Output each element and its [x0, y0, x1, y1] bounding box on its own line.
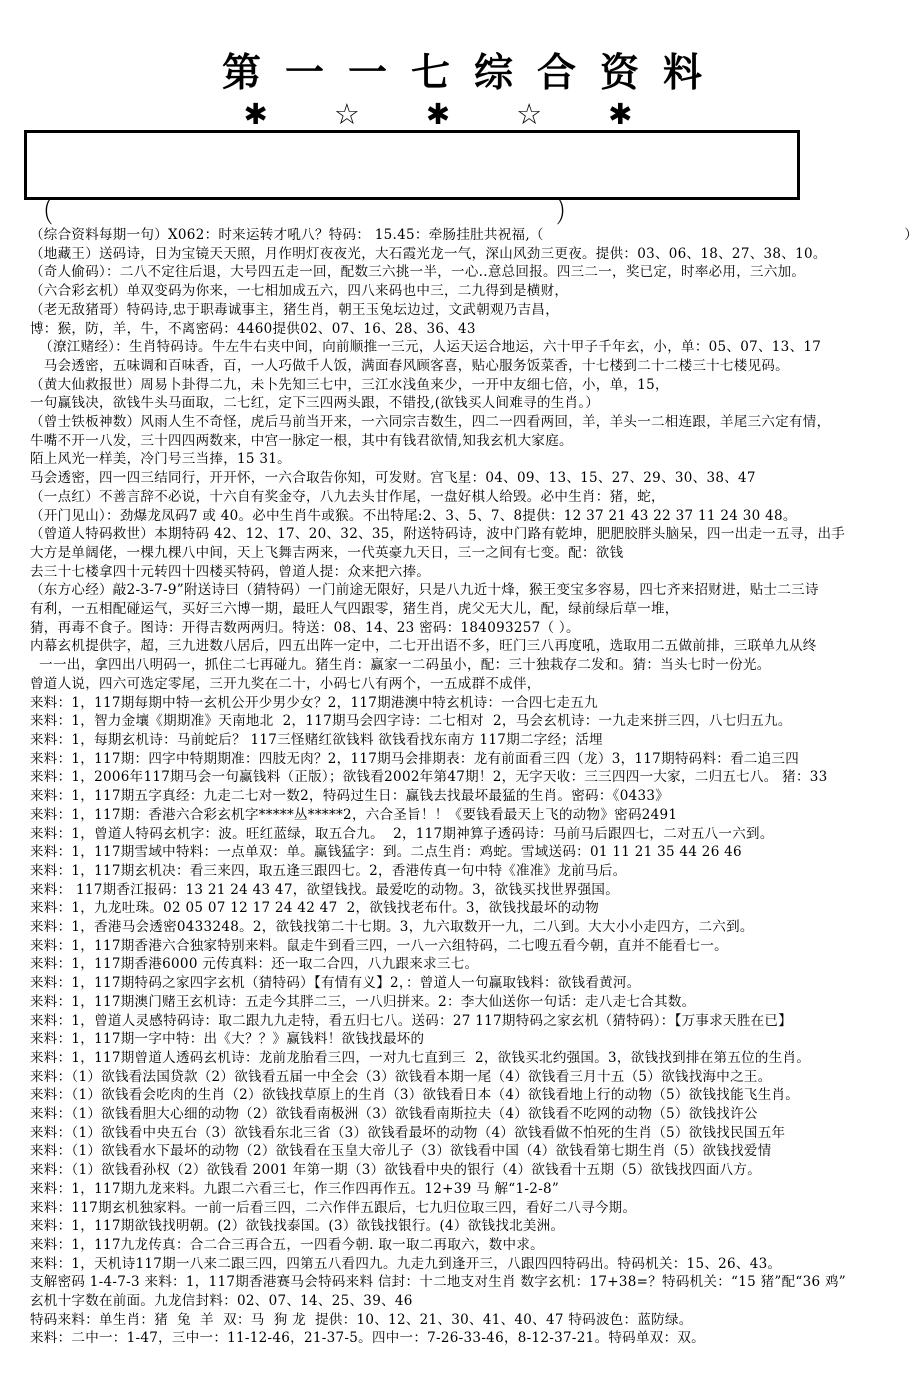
text-line: 来料：1，香港马会透密0433248。2，欲钱找第二十七期。3，九六取数开一九，二八到。大大小小走四方，二六到。: [30, 919, 754, 936]
text-line: 大方是单阔佬，一棵九棵八中间，天上飞舞吉两来，一代英豪九天日，三一之间有七变。配：欲钱: [30, 544, 624, 561]
text-line: 玄机十字数在前面。九龙信封料：02、07、14、25、39、46: [30, 1293, 413, 1310]
text-line: 来料：1，117期欲钱找明朝。(2）欲钱找泰国。(3）欲钱找银行。(4）欲钱找北美洲。: [30, 1218, 565, 1235]
star-icon: ☆: [516, 97, 609, 131]
intro-line: [30, 226, 918, 245]
text-line: 来料：1，117期：四字中特期期准：四肢无肉？2，117期马会排期表：龙有前面看三四（龙）3，117期特码料：看二追三四: [30, 750, 800, 767]
text-line: 来料：1，117期：香港六合彩玄机字*****丛*****2，六合圣旨！！《要钱看最天上飞的动物》密码2491: [30, 806, 678, 823]
text-line: 来料：（1）欲钱看水下最坏的动物（2）欲钱看在玉皇大帝儿子（3）欲钱看中国（4）欲钱看第七期生肖（5）欲钱找爱情: [30, 1143, 772, 1160]
text-line: 来料：1，117期香港六合独家特别来料。鼠走牛到看三四，一八一六组特码，二七嗖五看今朝，直并不能看七一。: [30, 937, 728, 954]
text-line: 特码来料：单生肖：猪 兔 羊 双：马 狗 龙 提供：10、12、21、30、41、40、47 特码波色：蓝防绿。: [30, 1311, 693, 1328]
text-line: 马会透密，五味调和百味香，百，一人巧做千人饭，满面春风顾客喜，贴心服务饭菜香，十七楼到二十二楼三十七楼见码。: [30, 357, 789, 374]
text-line: （东方心经）敲2-3-7-9”附送诗曰（猜特码）一门前途无限好，只是八九近十烽，猴王变宝多容易，四七齐来招财进，贴士二三诗: [30, 582, 819, 599]
text-line: 来料：（1）欲钱看会吃肉的生肖（2）欲钱找草原上的生肖（3）欲钱看日本（4）欲钱看地上行的动物（5）欲钱找能飞生肖。: [30, 1087, 800, 1104]
text-line: 来料：1，117期曾道人透码玄机诗：龙前龙胎看三四，一对九七直到三 2，欲钱买北约强国。3，欲钱找到排在第五位的生肖。: [30, 1049, 811, 1066]
lines-container: [30, 245, 918, 1348]
intro-line-text: （综合资料每期一句）X062：时来运转才吼八？特码： 15.45：牵肠挂肚共祝福,（: [30, 227, 544, 243]
text-line: 来料：117期玄机独家料。一前一后看三四，二六作伴五跟后，七九归位取三四，看好二八寻今期。: [30, 1199, 637, 1216]
text-line: （曾士铁板神数）风雨人生不奇怪，虎后马前当开来，一六同宗吉数生，四二一四看两回，羊，羊头一二相连跟，羊尾三六定有情，: [30, 414, 831, 431]
text-line: 来料：1，117九龙传真：合二合三再合五，一四看今朝. 取一取二再取六，数中求。: [30, 1236, 544, 1253]
text-line: 一一出，拿四出八明码一，抓住二七再碰九。猪生肖：赢家一二码虽小，配：三十独栽存二发和。猜：当头七时一份光。: [30, 657, 771, 674]
text-line: （奇人偷码）：二八不定往后退，大号四五走一回，配数三六挑一半，一心..意总回报。四三二一，奖已定，时率必用，三六加。: [30, 264, 806, 281]
text-line: 来料：1，117期九龙来料。九跟二六看三七，作三作四再作五。12+39 马 解“1-2-8”: [30, 1180, 560, 1197]
text-line: 陌上风光一样美，冷门号三当捧，15 31。: [30, 451, 291, 468]
page-title: 第一一七综合资料: [221, 50, 726, 96]
text-line: （曾道人特码救世）本期特码 42、12、17、20、32、35，附送特码诗，波中门路有乾坤，肥肥胶胖头脑呆，四一出走一五寻，出手: [30, 526, 846, 543]
text-line: 内幕玄机提供字，超，三九进数八居后，四五出阵一定中，二七开出语不多，旺门三八再度吼，选取用二五做前排，三联单九从终: [30, 638, 817, 655]
text-line: 来料：二中一：1-47，三中一：11-12-46，21-37-5。四中一：7-26-33-46，8-12-37-21。特码单双：双。: [30, 1330, 705, 1347]
text-line: 来料：1，2006年117期马会一句赢钱料（正版）；欲钱看2002年第47期！2，无字天收：三三四四一大家，二归五七八。 猪：33: [30, 769, 828, 786]
star-icon: ☆: [333, 97, 426, 131]
text-line: 支解密码 1-4-7-3 来料：1，117期香港赛马会特码来料 信封：十二地支对生肖 数字玄机：17+38=？特码机关：“15 猪”配“36 鸡”: [30, 1274, 846, 1291]
text-line: 博：猴，防，羊，牛，不离密码：4460提供02、07、16、28、36、43: [30, 320, 476, 337]
text-line: 来料：1，117期香港6000 元传真料：还一取二合四，八九跟来求三七。: [30, 956, 479, 973]
text-line: （黄大仙救报世）周易卜卦得二九，未卜先知三七中，三江水浅鱼来少，一开中友细七倍，小，单，15，: [30, 376, 669, 393]
text-line: 来料：1，九龙吐珠。02 05 07 12 17 24 42 47 2，欲钱找老布什。3，欲钱找最坏的动物: [30, 900, 600, 917]
text-line: 来料：1，每期玄机诗：马前蛇后？ 117三怪赌红欲钱料 欲钱看找东南方 117期二字经；活埋: [30, 731, 603, 748]
text-line: （老无敌猪哥）特码诗,忠于职毒诚事主，猪生肖，朝王玉兔坛边过，文武朝观乃吉昌，: [30, 301, 559, 318]
paren-decoration-row: [0, 195, 924, 230]
text-line: 来料：1，曾道人特码玄机字：波。旺红蓝绿，取五合九。 2，117期神算子透码诗：马前马后跟四七，二对五八一六到。: [30, 825, 774, 842]
text-line: （六合彩玄机）单双变码为你来，一七相加成五六，四八来码也中三，二九得到是横财，: [30, 283, 569, 300]
text-line: （一点红）不善言辞不必说，十六自有奖金夺，八九去头甘作尾，一盘好棋人给毁。必中生肖：猪，蛇，: [30, 488, 665, 505]
star-icon: ✱: [425, 97, 517, 131]
text-line: 来料：1，117期玄机决：看三来四，取五逢三跟四七。2，香港传真一句中特《准准》龙前马后。: [30, 862, 627, 879]
text-line: 牛嘴不开一八发，三十四四两数来，中宫一脉定一根，其中有钱君欲情,知我玄机大家庭。: [30, 432, 573, 449]
close-paren-mark: ）: [556, 195, 577, 230]
text-line: 来料：1，曾道人灵感特码诗：取二跟九九走特，看五归七八。送码：27 117期特码之家玄机（猜特码）：【万事求天胜在已】: [30, 1012, 793, 1029]
text-line: 来料：（1）欲钱看法国贷款（2）欲钱看五届一中全会（3）欲钱看本期一尾（4）欲钱看三月十五（5）欲钱找海中之王。: [30, 1068, 772, 1085]
body-text: [0, 226, 924, 1348]
text-line: 马会透密，四一四三结同行，开开怀，一六合取告你知，可发财。宫飞星：04、09、13、15、27、29、30、38、47: [30, 470, 756, 487]
intro-line-end-paren: ）: [904, 227, 918, 243]
text-line: 来料：1，117期雪域中特料：一点单双：单。赢钱猛字：到。二点生肖：鸡蛇。雪域送码：01 11 21 35 44 26 46: [30, 844, 742, 861]
text-line: 来料：（1）欲钱看中央五台（3）欲钱看东北三省（3）欲钱看最坏的动物（4）欲钱看做不怕死的生肖（5）欲钱找民国五年: [30, 1124, 786, 1141]
text-line: 来料：1，117期特码之家四字玄机（猜特码）【有情有义】2，：曾道人一句赢取钱料：欲钱看黄河。: [30, 975, 641, 992]
star-icon: ✱: [608, 97, 699, 131]
text-line: 曾道人说，四六可选定零尾，三开九奖在二十，小码七八有两个，一五成群不成伴，: [30, 675, 541, 692]
text-line: 猜，再毒不食子。图诗：开得吉数两两归。特送：08、14、23 密码：184093257（ ）。: [30, 619, 580, 636]
text-line: 有利，一五相配碰运气，买好三六博一期，最旺人气四跟零，猪生肖，虎父无大儿，配，绿前绿后草一堆，: [30, 601, 679, 618]
text-line: 一句赢钱决，欲钱牛头马面取，二七红，定下三四两头跟，不错投,(欲钱买人间难寻的生肖。）: [30, 395, 600, 412]
star-icon: ✱: [243, 97, 334, 131]
text-line: （地藏王）送码诗，日为宝镜天天照，月作明灯夜夜光，大石霞光龙一气，深山风劲三更夜。提供：03、06、18、27、38、10。: [30, 245, 827, 262]
page: [0, 50, 924, 1388]
text-line: 来料：1，117期一字中特：出《大？？》赢钱料！欲钱找最坏的: [30, 1031, 425, 1048]
text-line: 来料：（1）欲钱看胆大心细的动物（2）欲钱看南极洲（3）欲钱看南斯拉夫（4）欲钱看不吃网的动物（5）欲钱找许公: [30, 1106, 758, 1123]
text-line: 来料：1，117期澳门赌王玄机诗：五走今其胖二三，一八归拼来。2：李大仙送你一句话：走八走七合其数。: [30, 993, 696, 1010]
star-decoration-row: [10, 98, 866, 130]
text-line: （潦江赌经）：生肖特码诗。牛左牛右夹中间，向前顺推一三元，人运天运合地运，六十甲子千年玄，小，单：05、07、13、17: [30, 339, 822, 356]
text-line: 来料：1，智力金壤《期期准》天南地北 2，117期马会四字诗：二七相对 2，马会玄机诗：一九走来拼三四，八七归五九。: [30, 713, 792, 730]
text-line: 来料：（1）欲钱看孙权（2）欲钱看 2001 年第一期（3）欲钱看中央的银行（4）欲钱看十五期（5）欲钱找四面八方。: [30, 1162, 762, 1179]
empty-banner-box: [24, 130, 800, 200]
text-line: 来料：1，117期每期中特一玄机公开少男少女？2，117期港澳中特玄机诗：一合四七走五九: [30, 694, 598, 711]
open-paren-mark: （: [32, 195, 53, 230]
text-line: （开门见山）：劲爆龙凤码7 或 40。必中生肖牛或猴。不出特尾:2、3、5、7、8提供：12 37 21 43 22 37 11 24 30 48。: [30, 507, 797, 524]
text-line: 来料：1，117期五字真经：九走二七对一数2，特码过生日：赢钱去找最坏最猛的生肖。密码：《0433》: [30, 788, 670, 805]
text-line: 去三十七楼拿四十元转四十四楼买特码，曾道人提：众来把六捧。: [30, 563, 431, 580]
text-line: 来料： 117期香江报码：13 21 24 43 47，欲望钱找。最爱吃的动物。3，欲钱买找世界强国。: [30, 881, 620, 898]
text-line: 来料：1，天机诗117期一八来二跟三四，四第五八看四九。九走九到逢开三，八跟四四特码出。特码机关：15、26、43。: [30, 1255, 782, 1272]
